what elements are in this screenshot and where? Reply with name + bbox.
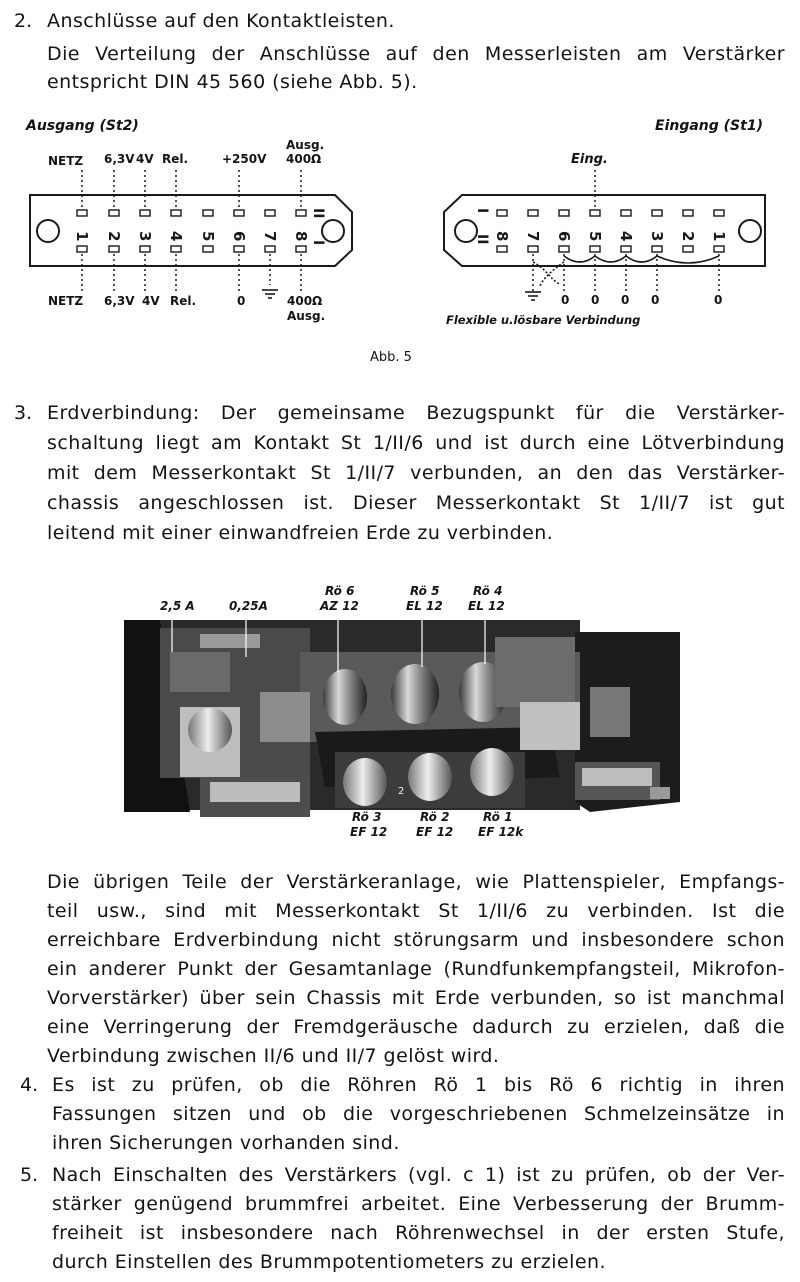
output-strip-title: Ausgang (St2): [26, 118, 139, 134]
output-pin-6: 6: [230, 231, 248, 242]
label-6v3-top: 6,3V: [104, 152, 135, 166]
label-eing: Eing.: [571, 152, 608, 167]
paragraph-line-3: erreichbare Erdverbindung nicht störungsarm und insbesondere schon: [47, 929, 785, 951]
input-strip-title: Eingang (St1): [655, 118, 763, 134]
section-2-heading: Anschlüsse auf den Kontaktleisten.: [47, 10, 395, 32]
label-400ohm-bottom: 400Ω: [287, 294, 323, 308]
photo-label-fuse-25a: 2,5 A: [160, 599, 195, 613]
label-rel-bottom: Rel.: [170, 294, 197, 308]
flexible-connection-note: Flexible u.lösbare Verbindung: [446, 313, 641, 327]
section-5-line-3: freiheit ist insbesondere nach Röhrenwechsel in der ersten Stufe,: [52, 1222, 785, 1244]
input-link-arcs: [564, 256, 719, 263]
label-zero-2: 0: [591, 293, 600, 307]
paragraph-line-5: Vorverstärker) über sein Chassis mit Erde verbunden, so ist manchmal: [47, 987, 785, 1009]
paragraph-line-2: teil usw., sind mit Messerkontakt St 1/II/6 zu verbinden. Ist die: [47, 900, 785, 922]
output-strip-hole-right: [322, 220, 344, 242]
photo-label-ro6: Rö 6: [325, 584, 355, 598]
section-4-line-1: Es ist zu prüfen, ob die Röhren Rö 1 bis Rö 6 richtig in ihren: [52, 1074, 785, 1096]
label-zero-3: 0: [621, 293, 630, 307]
output-pin-8: 8: [292, 231, 310, 242]
input-pin-numbers: [493, 231, 728, 241]
label-250v-top: +250V: [222, 152, 267, 166]
photo-label-ro5: Rö 5: [410, 584, 440, 598]
input-row-II: II: [474, 234, 490, 245]
output-row-I: I: [310, 240, 326, 246]
input-pin-8: 8: [493, 231, 511, 242]
label-4v-bottom: 4V: [142, 294, 160, 308]
label-6v3-bottom: 6,3V: [104, 294, 135, 308]
input-pin-1: 1: [710, 231, 728, 242]
section-3-number: 3.: [14, 402, 33, 424]
section-5-number: 5.: [20, 1164, 39, 1186]
label-netz-top: NETZ: [48, 154, 84, 168]
svg-text:2: 2: [398, 786, 405, 797]
label-zero-4: 0: [651, 293, 660, 307]
figure-caption: Abb. 5: [370, 350, 412, 365]
output-pin-1: 1: [73, 231, 91, 242]
label-ausg-top: Ausg.: [286, 138, 325, 152]
output-pin-4: 4: [167, 231, 185, 242]
input-pin-4: 4: [617, 231, 635, 242]
paragraph-line-7: Verbindung zwischen II/6 und II/7 gelöst wird.: [47, 1045, 500, 1067]
ground-icon-output: [262, 290, 278, 298]
section-2-line-2: entspricht DIN 45 560 (siehe Abb. 5).: [47, 71, 418, 93]
contact-strips-diagram: [0, 0, 800, 345]
photo-label-ro2: Rö 2: [420, 810, 450, 824]
input-pin-2: 2: [679, 231, 697, 242]
input-strip-hole-left: [455, 220, 477, 242]
section-4-number: 4.: [20, 1074, 39, 1096]
output-pin-3: 3: [136, 231, 154, 242]
section-3-line-3: mit dem Messerkontakt St 1/II/7 verbunden, an den das Verstärker-: [47, 462, 785, 484]
input-pin-5: 5: [586, 231, 604, 242]
output-pin-5: 5: [199, 231, 217, 242]
section-3-line-5: leitend mit einer einwandfreien Erde zu verbinden.: [47, 522, 554, 544]
section-4-line-3: ihren Sicherungen vorhanden sind.: [52, 1132, 400, 1154]
output-row-II: II: [310, 208, 326, 219]
label-4v-top: 4V: [136, 152, 154, 166]
label-400ohm-top: 400Ω: [286, 152, 322, 166]
amplifier-chassis-photo: [120, 612, 680, 822]
label-zero-bottom: 0: [237, 294, 246, 308]
section-3-line-2: schaltung liegt am Kontakt St 1/II/6 und ist durch eine Lötverbindung: [47, 432, 785, 454]
input-pin-3: 3: [648, 231, 666, 242]
label-zero-1: 0: [561, 293, 570, 307]
section-4-line-2: Fassungen sitzen und ob die vorgeschriebenen Schmelzeinsätze in: [52, 1103, 785, 1125]
input-strip-hole-right: [739, 220, 761, 242]
photo-label-ro4: Rö 4: [473, 584, 503, 598]
photo-label-ef12k: EF 12k: [478, 825, 524, 839]
photo-label-fuse-025a: 0,25A: [229, 599, 268, 613]
photo-label-ro3: Rö 3: [352, 810, 382, 824]
section-3-line-1: Erdverbindung: Der gemeinsame Bezugspunkt für die Verstärker-: [47, 402, 785, 424]
label-ausg-bottom: Ausg.: [287, 309, 326, 323]
output-strip-hole-left: [37, 220, 59, 242]
label-rel-top: Rel.: [162, 152, 189, 166]
section-5-line-4: durch Einstellen des Brummpotentiometers zu erzielen.: [52, 1251, 607, 1273]
section-2-number: 2.: [14, 10, 33, 32]
photo-label-ro1: Rö 1: [483, 810, 513, 824]
photo-label-el12-b: EL 12: [468, 599, 505, 613]
label-netz-bottom: NETZ: [48, 294, 84, 308]
photo-label-el12-a: EL 12: [406, 599, 443, 613]
paragraph-line-1: Die übrigen Teile der Verstärkeranlage, wie Plattenspieler, Empfangs-: [47, 871, 785, 893]
input-row-I: I: [474, 208, 490, 214]
ground-icon-input: [525, 262, 564, 300]
photo-label-ef12-a: EF 12: [350, 825, 388, 839]
section-3-line-4: chassis angeschlossen ist. Dieser Messerkontakt St 1/II/7 ist gut: [47, 492, 785, 514]
paragraph-line-4: ein anderer Punkt der Gesamtanlage (Rundfunkempfangsteil, Mikrofon-: [47, 958, 785, 980]
input-pin-7: 7: [524, 231, 542, 242]
paragraph-line-6: eine Verringerung der Fremdgeräusche dadurch zu erzielen, daß die: [47, 1016, 785, 1038]
section-5-line-2: stärker genügend brummfrei arbeitet. Eine Verbesserung der Brumm-: [52, 1193, 785, 1215]
section-5-line-1: Nach Einschalten des Verstärkers (vgl. c 1) ist zu prüfen, ob der Ver-: [52, 1164, 785, 1186]
photo-label-ef12-b: EF 12: [416, 825, 454, 839]
input-pin-6: 6: [555, 231, 573, 242]
section-2-line-1: Die Verteilung der Anschlüsse auf den Messerleisten am Verstärker: [47, 43, 785, 65]
output-pin-2: 2: [105, 231, 123, 242]
output-pin-numbers: [73, 231, 310, 241]
output-pin-7: 7: [261, 231, 279, 242]
photo-label-az12: AZ 12: [320, 599, 359, 613]
label-zero-5: 0: [714, 293, 723, 307]
